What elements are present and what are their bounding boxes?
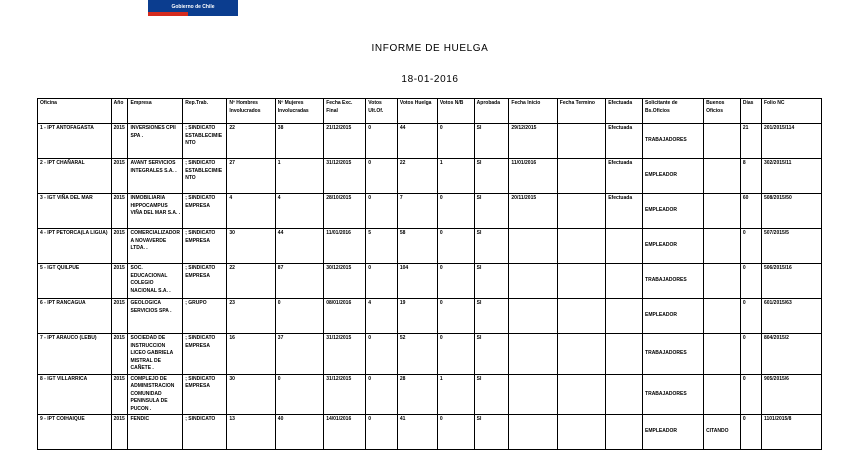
table-cell: TRABAJADORES <box>643 124 704 159</box>
table-cell: 0 <box>437 194 474 229</box>
table-cell <box>557 374 605 415</box>
table-cell <box>606 415 643 450</box>
table-cell: 0 <box>366 374 398 415</box>
table-cell <box>606 374 643 415</box>
table-cell <box>606 299 643 334</box>
table-cell: ; SINDICATO EMPRESA <box>183 264 227 299</box>
table-cell <box>557 124 605 159</box>
table-cell: SI <box>474 299 509 334</box>
column-header: Nº Hombres Involucrados <box>227 99 275 124</box>
table-cell: 22 <box>227 124 275 159</box>
column-header: Folio NC <box>761 99 821 124</box>
table-cell: 27 <box>227 159 275 194</box>
table-cell <box>704 264 741 299</box>
strike-report-table <box>37 98 822 450</box>
table-cell <box>557 229 605 264</box>
column-header: Año <box>111 99 128 124</box>
table-cell: 30 <box>227 229 275 264</box>
table-cell: 0 <box>740 264 761 299</box>
table-cell: 0 <box>740 229 761 264</box>
table-cell: ; SINDICATO <box>183 415 227 450</box>
table-cell: 104 <box>397 264 437 299</box>
table-cell: Efectuada <box>606 194 643 229</box>
table-cell: 905/2015/6 <box>761 374 821 415</box>
table-cell: 0 <box>437 415 474 450</box>
column-header: Votos Ult.Of. <box>366 99 398 124</box>
table-cell: INVERSIONES CPII SPA . <box>128 124 183 159</box>
table-cell: EMPLEADOR <box>643 229 704 264</box>
report-title: INFORME DE HUELGA <box>371 43 489 54</box>
table-cell: 302/2015/11 <box>761 159 821 194</box>
table-cell <box>557 159 605 194</box>
table-cell: ; SINDICATO EMPRESA <box>183 374 227 415</box>
table-cell: SI <box>474 334 509 375</box>
table-cell: SOCIEDAD DE INSTRUCCION LICEO GABRIELA MISTRAL DE CAÑETE . <box>128 334 183 375</box>
table-cell: TRABAJADORES <box>643 264 704 299</box>
table-cell: 5 <box>366 229 398 264</box>
table-cell: 21/12/2015 <box>324 124 366 159</box>
table-cell: 22 <box>227 264 275 299</box>
table-cell: 2015 <box>111 334 128 375</box>
table-cell <box>509 374 557 415</box>
table-cell: 2015 <box>111 229 128 264</box>
table-cell <box>509 299 557 334</box>
table-cell: 41 <box>397 415 437 450</box>
table-cell <box>557 334 605 375</box>
table-cell: 508/2015/50 <box>761 194 821 229</box>
table-cell: 38 <box>275 124 323 159</box>
table-cell: 20/11/2015 <box>509 194 557 229</box>
column-header: Solicitante de Bs.Oficios <box>643 99 704 124</box>
table-header <box>38 99 822 124</box>
table-cell: 0 <box>437 229 474 264</box>
table-cell: Efectuada <box>606 124 643 159</box>
table-cell: ; SINDICATO EMPRESA <box>183 194 227 229</box>
column-header: Buenos Oficios <box>704 99 741 124</box>
table-cell: 60 <box>740 194 761 229</box>
table-cell: 0 <box>366 264 398 299</box>
table-cell: 0 <box>437 334 474 375</box>
table-cell: 14/01/2016 <box>324 415 366 450</box>
table-cell: 0 <box>740 334 761 375</box>
table-cell: 1101/2015/8 <box>761 415 821 450</box>
table-cell <box>704 194 741 229</box>
table-cell <box>557 415 605 450</box>
column-header: Fecha Inicio <box>509 99 557 124</box>
table-cell: TRABAJADORES <box>643 334 704 375</box>
table-cell: 0 <box>740 374 761 415</box>
table-cell: COMERCIALIZADORA NOVAVERDE LTDA. . <box>128 229 183 264</box>
column-header: Votos Huelga <box>397 99 437 124</box>
table-row <box>38 415 822 450</box>
table-cell: 40 <box>275 415 323 450</box>
table-cell: 08/01/2016 <box>324 299 366 334</box>
table-cell: 58 <box>397 229 437 264</box>
table-cell: 2015 <box>111 299 128 334</box>
table-cell <box>557 264 605 299</box>
table-cell: 0 <box>366 159 398 194</box>
table-cell: 23 <box>227 299 275 334</box>
table-cell: 44 <box>397 124 437 159</box>
table-cell: 4 <box>366 299 398 334</box>
table-row <box>38 124 822 159</box>
table-cell: 7 <box>397 194 437 229</box>
table-cell: 4 <box>275 194 323 229</box>
table-cell: COMPLEJO DE ADMINISTRACION COMUNIDAD PENINSULA DE PUCON . <box>128 374 183 415</box>
table-row <box>38 334 822 375</box>
table-cell: 11/01/2016 <box>324 229 366 264</box>
table-cell: SI <box>474 229 509 264</box>
table-cell: INMOBILIARIA HIPPOCAMPUS VIÑA DEL MAR S.A. . <box>128 194 183 229</box>
table-cell: 16 <box>227 334 275 375</box>
table-cell: EMPLEADOR <box>643 159 704 194</box>
table-cell <box>606 264 643 299</box>
table-cell: 37 <box>275 334 323 375</box>
table-cell: AVANT SERVICIOS INTEGRALES S.A. . <box>128 159 183 194</box>
table-body <box>38 124 822 450</box>
table-cell: 1 <box>275 159 323 194</box>
table-cell: 29/12/2015 <box>509 124 557 159</box>
table-cell: 30 <box>227 374 275 415</box>
table-cell: 2015 <box>111 415 128 450</box>
table-cell: SI <box>474 159 509 194</box>
table-row <box>38 194 822 229</box>
column-header: Nº Mujeres Involucradas <box>275 99 323 124</box>
table-cell: 0 <box>437 264 474 299</box>
table-cell: SI <box>474 124 509 159</box>
table-cell <box>509 415 557 450</box>
column-header: Aprobada <box>474 99 509 124</box>
table-cell <box>704 299 741 334</box>
table-cell <box>557 299 605 334</box>
table-cell: 8 <box>740 159 761 194</box>
table-cell: EMPLEADOR <box>643 194 704 229</box>
table-cell: SOC. EDUCACIONAL COLEGIO NACIONAL S.A. . <box>128 264 183 299</box>
table-cell: TRABAJADORES <box>643 374 704 415</box>
table-cell: EMPLEADOR <box>643 415 704 450</box>
table-cell: 19 <box>397 299 437 334</box>
table-cell: 44 <box>275 229 323 264</box>
table-cell: SI <box>474 374 509 415</box>
table-cell: FENDIC <box>128 415 183 450</box>
table-cell: 31/12/2015 <box>324 334 366 375</box>
table-cell: 2015 <box>111 374 128 415</box>
table-cell: 3 - IGT VIÑA DEL MAR <box>38 194 112 229</box>
table-cell: 1 <box>437 159 474 194</box>
table-cell <box>704 334 741 375</box>
table-cell: 0 <box>437 299 474 334</box>
table-cell: 22 <box>397 159 437 194</box>
table-cell: 6 - IPT RANCAGUA <box>38 299 112 334</box>
table-cell: 7 - IPT ARAUCO (LEBU) <box>38 334 112 375</box>
table-cell: 4 <box>227 194 275 229</box>
table-cell: 0 <box>740 299 761 334</box>
table-cell: 0 <box>437 124 474 159</box>
table-cell <box>704 124 741 159</box>
table-row <box>38 374 822 415</box>
table-cell: 28 <box>397 374 437 415</box>
table-cell: 2015 <box>111 194 128 229</box>
table-cell: 13 <box>227 415 275 450</box>
table-cell: 1 <box>437 374 474 415</box>
table-cell <box>509 264 557 299</box>
table-cell: 0 <box>275 374 323 415</box>
table-cell <box>606 334 643 375</box>
table-cell: ; GRUPO <box>183 299 227 334</box>
table-cell: 601/2015/63 <box>761 299 821 334</box>
table-cell: 0 <box>740 415 761 450</box>
table-cell <box>557 194 605 229</box>
table-cell: 506/2015/16 <box>761 264 821 299</box>
table-cell <box>704 159 741 194</box>
table-cell: 0 <box>366 415 398 450</box>
logo-red-stripe <box>148 12 188 16</box>
government-logo <box>148 0 238 16</box>
table-row <box>38 159 822 194</box>
table-cell: 2 - IPT CHAÑARAL <box>38 159 112 194</box>
table-cell: SI <box>474 194 509 229</box>
table-cell: ; SINDICATO ESTABLECIMIENTO <box>183 124 227 159</box>
table-cell: 1 - IPT ANTOFAGASTA <box>38 124 112 159</box>
table-cell: CITANDO <box>704 415 741 450</box>
column-header: Votos N/B <box>437 99 474 124</box>
table-cell: ; SINDICATO EMPRESA <box>183 334 227 375</box>
table-cell: SI <box>474 415 509 450</box>
table-cell: 0 <box>366 194 398 229</box>
table-cell: 2015 <box>111 264 128 299</box>
report-date: 18-01-2016 <box>401 74 459 85</box>
table-cell: 201/2015/114 <box>761 124 821 159</box>
table-cell: 30/12/2015 <box>324 264 366 299</box>
table-cell: 2015 <box>111 124 128 159</box>
table-cell: 0 <box>366 334 398 375</box>
table-cell: 28/10/2015 <box>324 194 366 229</box>
table-cell: 52 <box>397 334 437 375</box>
table-cell: 9 - IPT COIHAIQUE <box>38 415 112 450</box>
table-cell: 2015 <box>111 159 128 194</box>
table-cell: 4 - IPT PETORCA(LA LIGUA) <box>38 229 112 264</box>
table-cell: 804/2015/2 <box>761 334 821 375</box>
table-cell: 31/12/2015 <box>324 159 366 194</box>
column-header: Días <box>740 99 761 124</box>
table-cell: ; SINDICATO ESTABLECIMIENTO <box>183 159 227 194</box>
table-row <box>38 299 822 334</box>
table-cell <box>704 229 741 264</box>
table-cell: SI <box>474 264 509 299</box>
table-cell: 5 - IGT QUILPUE <box>38 264 112 299</box>
table-cell: 11/01/2016 <box>509 159 557 194</box>
table-row <box>38 229 822 264</box>
column-header: Fecha Exc. Final <box>324 99 366 124</box>
column-header: Fecha Termino <box>557 99 605 124</box>
column-header: Rep.Trab. <box>183 99 227 124</box>
table-cell: GEOLOGICA SERVICIOS SPA . <box>128 299 183 334</box>
table-cell: Efectuada <box>606 159 643 194</box>
table-cell: 31/12/2015 <box>324 374 366 415</box>
table-cell: ; SINDICATO EMPRESA <box>183 229 227 264</box>
table-cell: 507/2015/5 <box>761 229 821 264</box>
table-row <box>38 264 822 299</box>
table-cell: 0 <box>366 124 398 159</box>
table-cell <box>606 229 643 264</box>
column-header: Empresa <box>128 99 183 124</box>
column-header: Oficina <box>38 99 112 124</box>
header-row <box>38 99 822 124</box>
table-cell: EMPLEADOR <box>643 299 704 334</box>
table-cell: 87 <box>275 264 323 299</box>
table-cell <box>509 229 557 264</box>
table-cell: 21 <box>740 124 761 159</box>
table-cell: 0 <box>275 299 323 334</box>
table-cell <box>509 334 557 375</box>
logo-text: Gobierno de Chile <box>171 4 215 10</box>
table-cell <box>704 374 741 415</box>
table-cell: 8 - IGT VILLARRICA <box>38 374 112 415</box>
column-header: Efectuada <box>606 99 643 124</box>
